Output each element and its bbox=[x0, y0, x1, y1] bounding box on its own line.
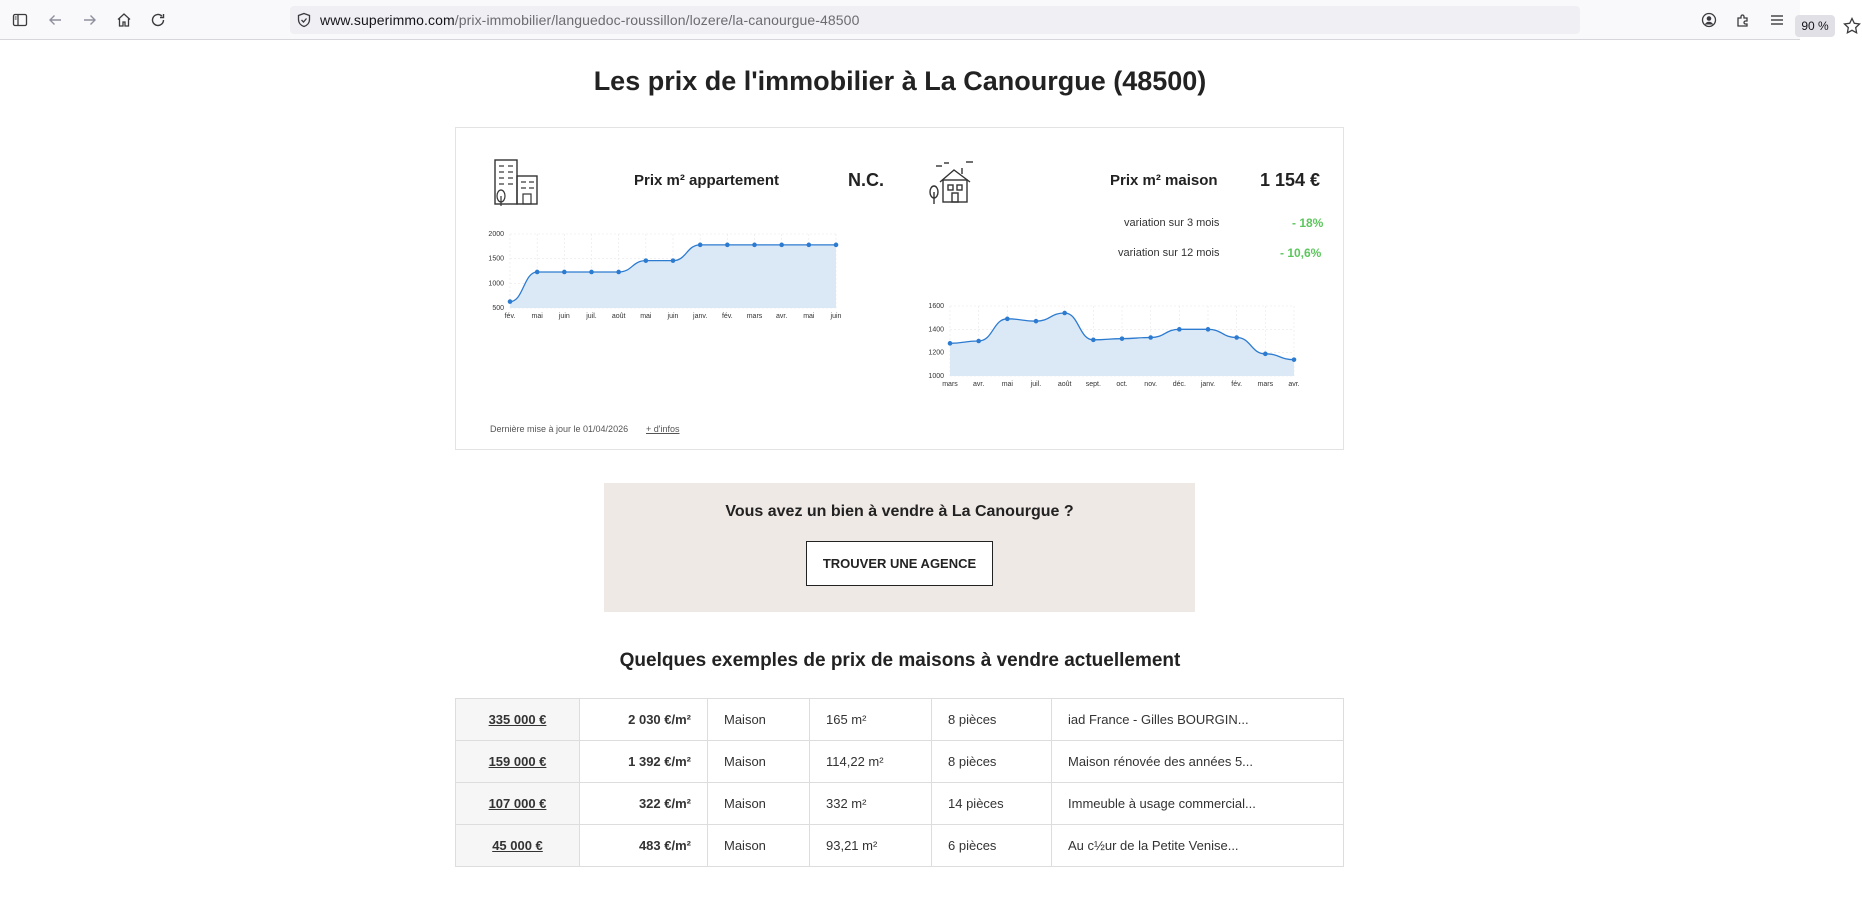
x-tick-label: fév. bbox=[721, 313, 733, 320]
x-tick-label: juil. bbox=[586, 313, 597, 320]
listing-description: Au c½ur de la Petite Venise... bbox=[1052, 825, 1344, 867]
x-tick-label: fév. bbox=[1231, 381, 1243, 388]
variation-3m-value: - 18% bbox=[1292, 216, 1324, 230]
x-tick-label: juil. bbox=[1030, 381, 1042, 388]
data-point bbox=[1234, 335, 1239, 340]
shield-icon[interactable] bbox=[296, 12, 312, 28]
back-icon[interactable] bbox=[43, 8, 67, 32]
sidebar-toggle-icon[interactable] bbox=[8, 8, 32, 32]
x-tick-label: avr. bbox=[776, 313, 788, 320]
data-point bbox=[698, 243, 703, 248]
price-per-m2: 483 €/m² bbox=[580, 825, 708, 867]
x-tick-label: mai bbox=[803, 313, 815, 320]
x-tick-label: avr. bbox=[973, 381, 985, 388]
data-point bbox=[671, 258, 676, 263]
x-tick-label: juin bbox=[558, 313, 570, 320]
y-tick-label: 2000 bbox=[488, 231, 504, 238]
listing-price-link[interactable]: 45 000 € bbox=[456, 825, 580, 867]
forward-icon[interactable] bbox=[78, 8, 102, 32]
x-tick-label: sept. bbox=[1085, 381, 1101, 388]
x-tick-label: fév. bbox=[504, 313, 516, 320]
x-tick-label: déc. bbox=[1172, 381, 1186, 388]
data-point bbox=[1062, 311, 1067, 316]
examples-title: Quelques exemples de prix de maisons à vendre actuellement bbox=[619, 650, 1181, 671]
zoom-level-badge[interactable]: 90 % bbox=[1795, 15, 1835, 37]
data-point bbox=[1120, 336, 1125, 341]
page-title: Les prix de l'immobilier à La Canourgue (48500) bbox=[593, 66, 1207, 96]
data-point bbox=[834, 243, 839, 248]
house-price-title: Prix m² maison bbox=[1110, 172, 1218, 189]
x-tick-label: juin bbox=[830, 313, 842, 320]
browser-toolbar bbox=[0, 0, 1829, 40]
table-row[interactable] bbox=[456, 783, 1344, 825]
find-agency-button[interactable]: TROUVER UNE AGENCE bbox=[806, 541, 993, 586]
x-tick-label: janv. bbox=[693, 313, 708, 320]
y-tick-label: 1500 bbox=[488, 255, 504, 263]
data-point bbox=[1005, 317, 1010, 322]
data-point bbox=[779, 243, 784, 248]
examples-table bbox=[455, 698, 1344, 867]
data-point bbox=[508, 299, 513, 304]
extensions-icon[interactable] bbox=[1731, 8, 1755, 32]
data-point bbox=[1034, 319, 1039, 324]
listing-description: Maison rénovée des années 5... bbox=[1052, 741, 1344, 783]
sell-property-box bbox=[604, 483, 1195, 612]
data-point bbox=[1206, 327, 1211, 332]
x-tick-label: nov. bbox=[1144, 381, 1158, 388]
account-icon[interactable] bbox=[1697, 8, 1721, 32]
x-tick-label: août bbox=[1057, 381, 1072, 388]
bookmark-star-icon[interactable] bbox=[1842, 16, 1862, 36]
apartment-building-icon bbox=[492, 158, 540, 208]
table-row[interactable] bbox=[456, 825, 1344, 867]
y-tick-label: 1400 bbox=[928, 326, 944, 334]
data-point bbox=[1091, 338, 1096, 343]
listing-price-link[interactable]: 107 000 € bbox=[456, 783, 580, 825]
variation-12m-value: - 10,6% bbox=[1280, 246, 1322, 260]
data-point bbox=[616, 270, 621, 275]
x-tick-label: mars bbox=[942, 381, 958, 388]
url-bar[interactable] bbox=[290, 6, 1829, 34]
property-type: Maison bbox=[708, 699, 810, 741]
room-count: 8 pièces bbox=[932, 741, 1052, 783]
x-tick-label: oct. bbox=[1116, 381, 1128, 388]
data-point bbox=[644, 258, 649, 263]
x-tick-label: avr. bbox=[1288, 381, 1300, 388]
listing-description: Immeuble à usage commercial... bbox=[1052, 783, 1344, 825]
x-tick-label: mars bbox=[746, 313, 763, 320]
data-point bbox=[535, 270, 540, 275]
data-point bbox=[1148, 335, 1153, 340]
url-path: /prix-immobilier/languedoc-roussillon/lozere/la-canourgue-48500 bbox=[454, 12, 860, 28]
y-tick-label: 1600 bbox=[928, 303, 944, 310]
x-tick-label: mai bbox=[531, 313, 543, 320]
house-price-value: 1 154 € bbox=[1260, 170, 1321, 190]
property-type: Maison bbox=[708, 783, 810, 825]
x-tick-label: août bbox=[611, 313, 626, 320]
y-tick-label: 500 bbox=[492, 305, 504, 312]
data-point bbox=[562, 270, 567, 275]
apartment-price-value: N.C. bbox=[848, 170, 884, 190]
listing-price-link[interactable]: 159 000 € bbox=[456, 741, 580, 783]
data-point bbox=[1292, 357, 1297, 362]
house-price-chart bbox=[926, 296, 1306, 396]
url-text[interactable] bbox=[320, 12, 859, 28]
menu-icon[interactable] bbox=[1765, 8, 1789, 32]
x-tick-label: janv. bbox=[1200, 381, 1216, 388]
data-point bbox=[976, 339, 981, 344]
price-per-m2: 2 030 €/m² bbox=[580, 699, 708, 741]
property-area: 93,21 m² bbox=[810, 825, 932, 867]
property-type: Maison bbox=[708, 825, 810, 867]
property-type: Maison bbox=[708, 741, 810, 783]
last-update-text: Dernière mise à jour le 01/04/2026 bbox=[490, 424, 629, 434]
sell-question: Vous avez un bien à vendre à La Canourgue ? bbox=[725, 503, 1074, 520]
apartment-price-chart bbox=[486, 224, 846, 324]
y-tick-label: 1200 bbox=[928, 349, 944, 357]
variation-3m-label: variation sur 3 mois bbox=[1124, 217, 1220, 229]
price-card bbox=[455, 127, 1344, 450]
property-area: 332 m² bbox=[810, 783, 932, 825]
more-info-link[interactable]: + d'infos bbox=[646, 424, 680, 434]
property-area: 114,22 m² bbox=[810, 741, 932, 783]
room-count: 6 pièces bbox=[932, 825, 1052, 867]
x-tick-label: mai bbox=[1001, 381, 1013, 388]
house-icon bbox=[926, 158, 976, 208]
variation-12m-label: variation sur 12 mois bbox=[1118, 247, 1220, 259]
price-per-m2: 322 €/m² bbox=[580, 783, 708, 825]
x-tick-label: juin bbox=[667, 313, 679, 320]
room-count: 8 pièces bbox=[932, 699, 1052, 741]
data-point bbox=[1263, 352, 1268, 357]
table-row[interactable] bbox=[456, 699, 1344, 741]
listing-description: iad France - Gilles BOURGIN... bbox=[1052, 699, 1344, 741]
property-area: 165 m² bbox=[810, 699, 932, 741]
data-point bbox=[948, 341, 953, 346]
room-count: 14 pièces bbox=[932, 783, 1052, 825]
data-point bbox=[1177, 327, 1182, 332]
data-point bbox=[725, 243, 730, 248]
price-per-m2: 1 392 €/m² bbox=[580, 741, 708, 783]
x-tick-label: mars bbox=[1257, 381, 1274, 388]
apartment-price-title: Prix m² appartement bbox=[634, 172, 780, 189]
table-row[interactable] bbox=[456, 741, 1344, 783]
data-point bbox=[807, 243, 812, 248]
listing-price-link[interactable]: 335 000 € bbox=[456, 699, 580, 741]
y-tick-label: 1000 bbox=[488, 280, 504, 288]
url-host: www.superimmo.com bbox=[320, 12, 455, 28]
home-icon[interactable] bbox=[112, 8, 136, 32]
reload-icon[interactable] bbox=[146, 8, 170, 32]
data-point bbox=[752, 243, 757, 248]
x-tick-label: mai bbox=[640, 313, 652, 320]
data-point bbox=[589, 270, 594, 275]
y-tick-label: 1000 bbox=[928, 373, 944, 380]
